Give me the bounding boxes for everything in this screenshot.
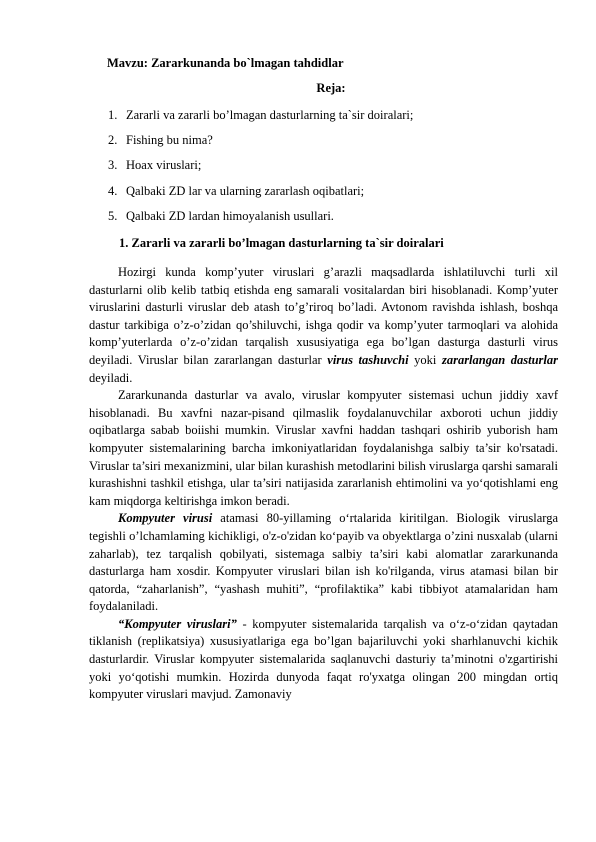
plan-list bbox=[108, 107, 413, 233]
section-heading: 1. Zararli va zararli bo’lmagan dasturlarning ta`sir doiralari bbox=[119, 236, 444, 250]
plan-item-text: Hoax viruslari; bbox=[126, 158, 202, 173]
plan-title: Reja: bbox=[316, 81, 346, 95]
paragraph-text: - kompyuter sistemalarida tarqalish va o‘z-o‘zidan qaytadan tiklanish (replikatsiya) xususiyatlariga ega bo’lgan bajariluvchi yoki sharhlanuvchi kichik dasturlardir. Viruslar kompyuter sistemalarida saqlanuvchi dasturiy ta’minotni o'zgartirishi yoki yo‘qotishi mumkin. Hozirda dunyoda faqat ro'yxatga olingan 200 mingdan ortiq kompyuter viruslari mavjud. Zamonaviy bbox=[89, 616, 558, 702]
term-zararlangan-dasturlar: zararlangan dasturlar bbox=[441, 352, 559, 367]
plan-item bbox=[108, 107, 413, 123]
body-text bbox=[89, 264, 558, 704]
paragraph-text: atamasi 80-yillaming o‘rtalarida kiritilgan. Biologik viruslarga tegishli o’lchamlaming kichikligi, o'z-o'zidan ko‘payib va obyektlarga o’zini nusxalab (ularni zaharlab), tez tarqalish qobilyati, sistemaga salbiy ta’siri kabi alomatlar zararkunanda dasturlarga ham xosdir. Kompyuter viruslari bilan ish ko'rilganda, virus atamasi bilan bir qatorda, “zaharlanish”, “yashash muhiti”, “profilaktika” kabi tibbiyot atamalaridan ham foydalaniladi. bbox=[89, 511, 559, 614]
paragraph-4 bbox=[89, 616, 558, 704]
topic-heading: Mavzu: Zararkunanda bo`lmagan tahdidlar bbox=[107, 56, 344, 70]
paragraph-2: Zararkunanda dasturlar va avalo, viruslar kompyuter sistemasi uchun jiddiy xavf hisoblanadi. Bu xavfni nazar-pisand qilmaslik foydalanuvchilar axboroti uchun jiddiy oqibatlarga sabab boiishi mumkin. Viruslar xavfni haddan tashqari oshirib yuborish ham kompyuter sistemalarining barcha imkoniyatlaridan foydalanishga salbiy ta’sir ko'rsatadi. Viruslar ta’siri mexanizmini, ular bilan kurashish metodlarini bilish viruslarga qarshi samarali kurashishni tashkil etishga, ular ta’siri natijasida zararlanish ehtimolini va yo‘qotishlami eng kam miqdorga keltirishga imkon beradi. bbox=[89, 388, 558, 508]
term-kompyuter-virusi: Kompyuter virusi bbox=[118, 511, 213, 526]
paragraph-1 bbox=[89, 264, 558, 387]
plan-item bbox=[108, 183, 413, 199]
plan-item-number: 5. bbox=[108, 208, 118, 223]
plan-item bbox=[108, 157, 413, 173]
plan-item-text: Zararli va zararli bo’lmagan dasturlarning ta`sir doiralari; bbox=[126, 108, 414, 122]
paragraph-text: yoki bbox=[408, 352, 442, 367]
paragraph-text: Hozirgi kunda komp’yuter viruslari g’arazli maqsadlarda ishlatiluvchi turli xil dasturlarni olib kelib tatbiq etishda eng samarali vositalardan biri hisoblanadi. Komp’yuter viruslarini dasturli viruslar deb atash to’g’riroq bo’ladi. Avtonom ravishda ishlash, boshqa dastur tarkibiga o’z-o’zidan qo’shiluvchi, ishga qodir va komp’yuter tarmoqlari va alohida komp’yuterlarda o’z-o’zidan tarqalish xususiyatiga ega bo’lgan dasturga dasturli virus deyiladi. Viruslar bilan zararlangan dasturlar bbox=[89, 265, 558, 367]
paragraph-text: deyiladi. bbox=[89, 370, 133, 385]
plan-item-number: 4. bbox=[108, 183, 118, 198]
plan-item-text: Qalbaki ZD lardan himoyalanish usullari. bbox=[126, 208, 334, 223]
plan-item-text: Fishing bu nima? bbox=[126, 133, 213, 148]
plan-item-number: 1. bbox=[108, 108, 118, 122]
plan-item-number: 2. bbox=[108, 133, 118, 148]
paragraph-3 bbox=[89, 510, 558, 616]
term-virus-tashuvchi: virus tashuvchi bbox=[327, 352, 409, 367]
plan-item-text: Qalbaki ZD lar va ularning zararlash oqibatlari; bbox=[126, 183, 365, 198]
term-kompyuter-viruslari: “Kompyuter viruslari” bbox=[118, 616, 237, 631]
plan-item-number: 3. bbox=[108, 158, 118, 173]
plan-item bbox=[108, 132, 413, 148]
plan-item bbox=[108, 208, 413, 224]
